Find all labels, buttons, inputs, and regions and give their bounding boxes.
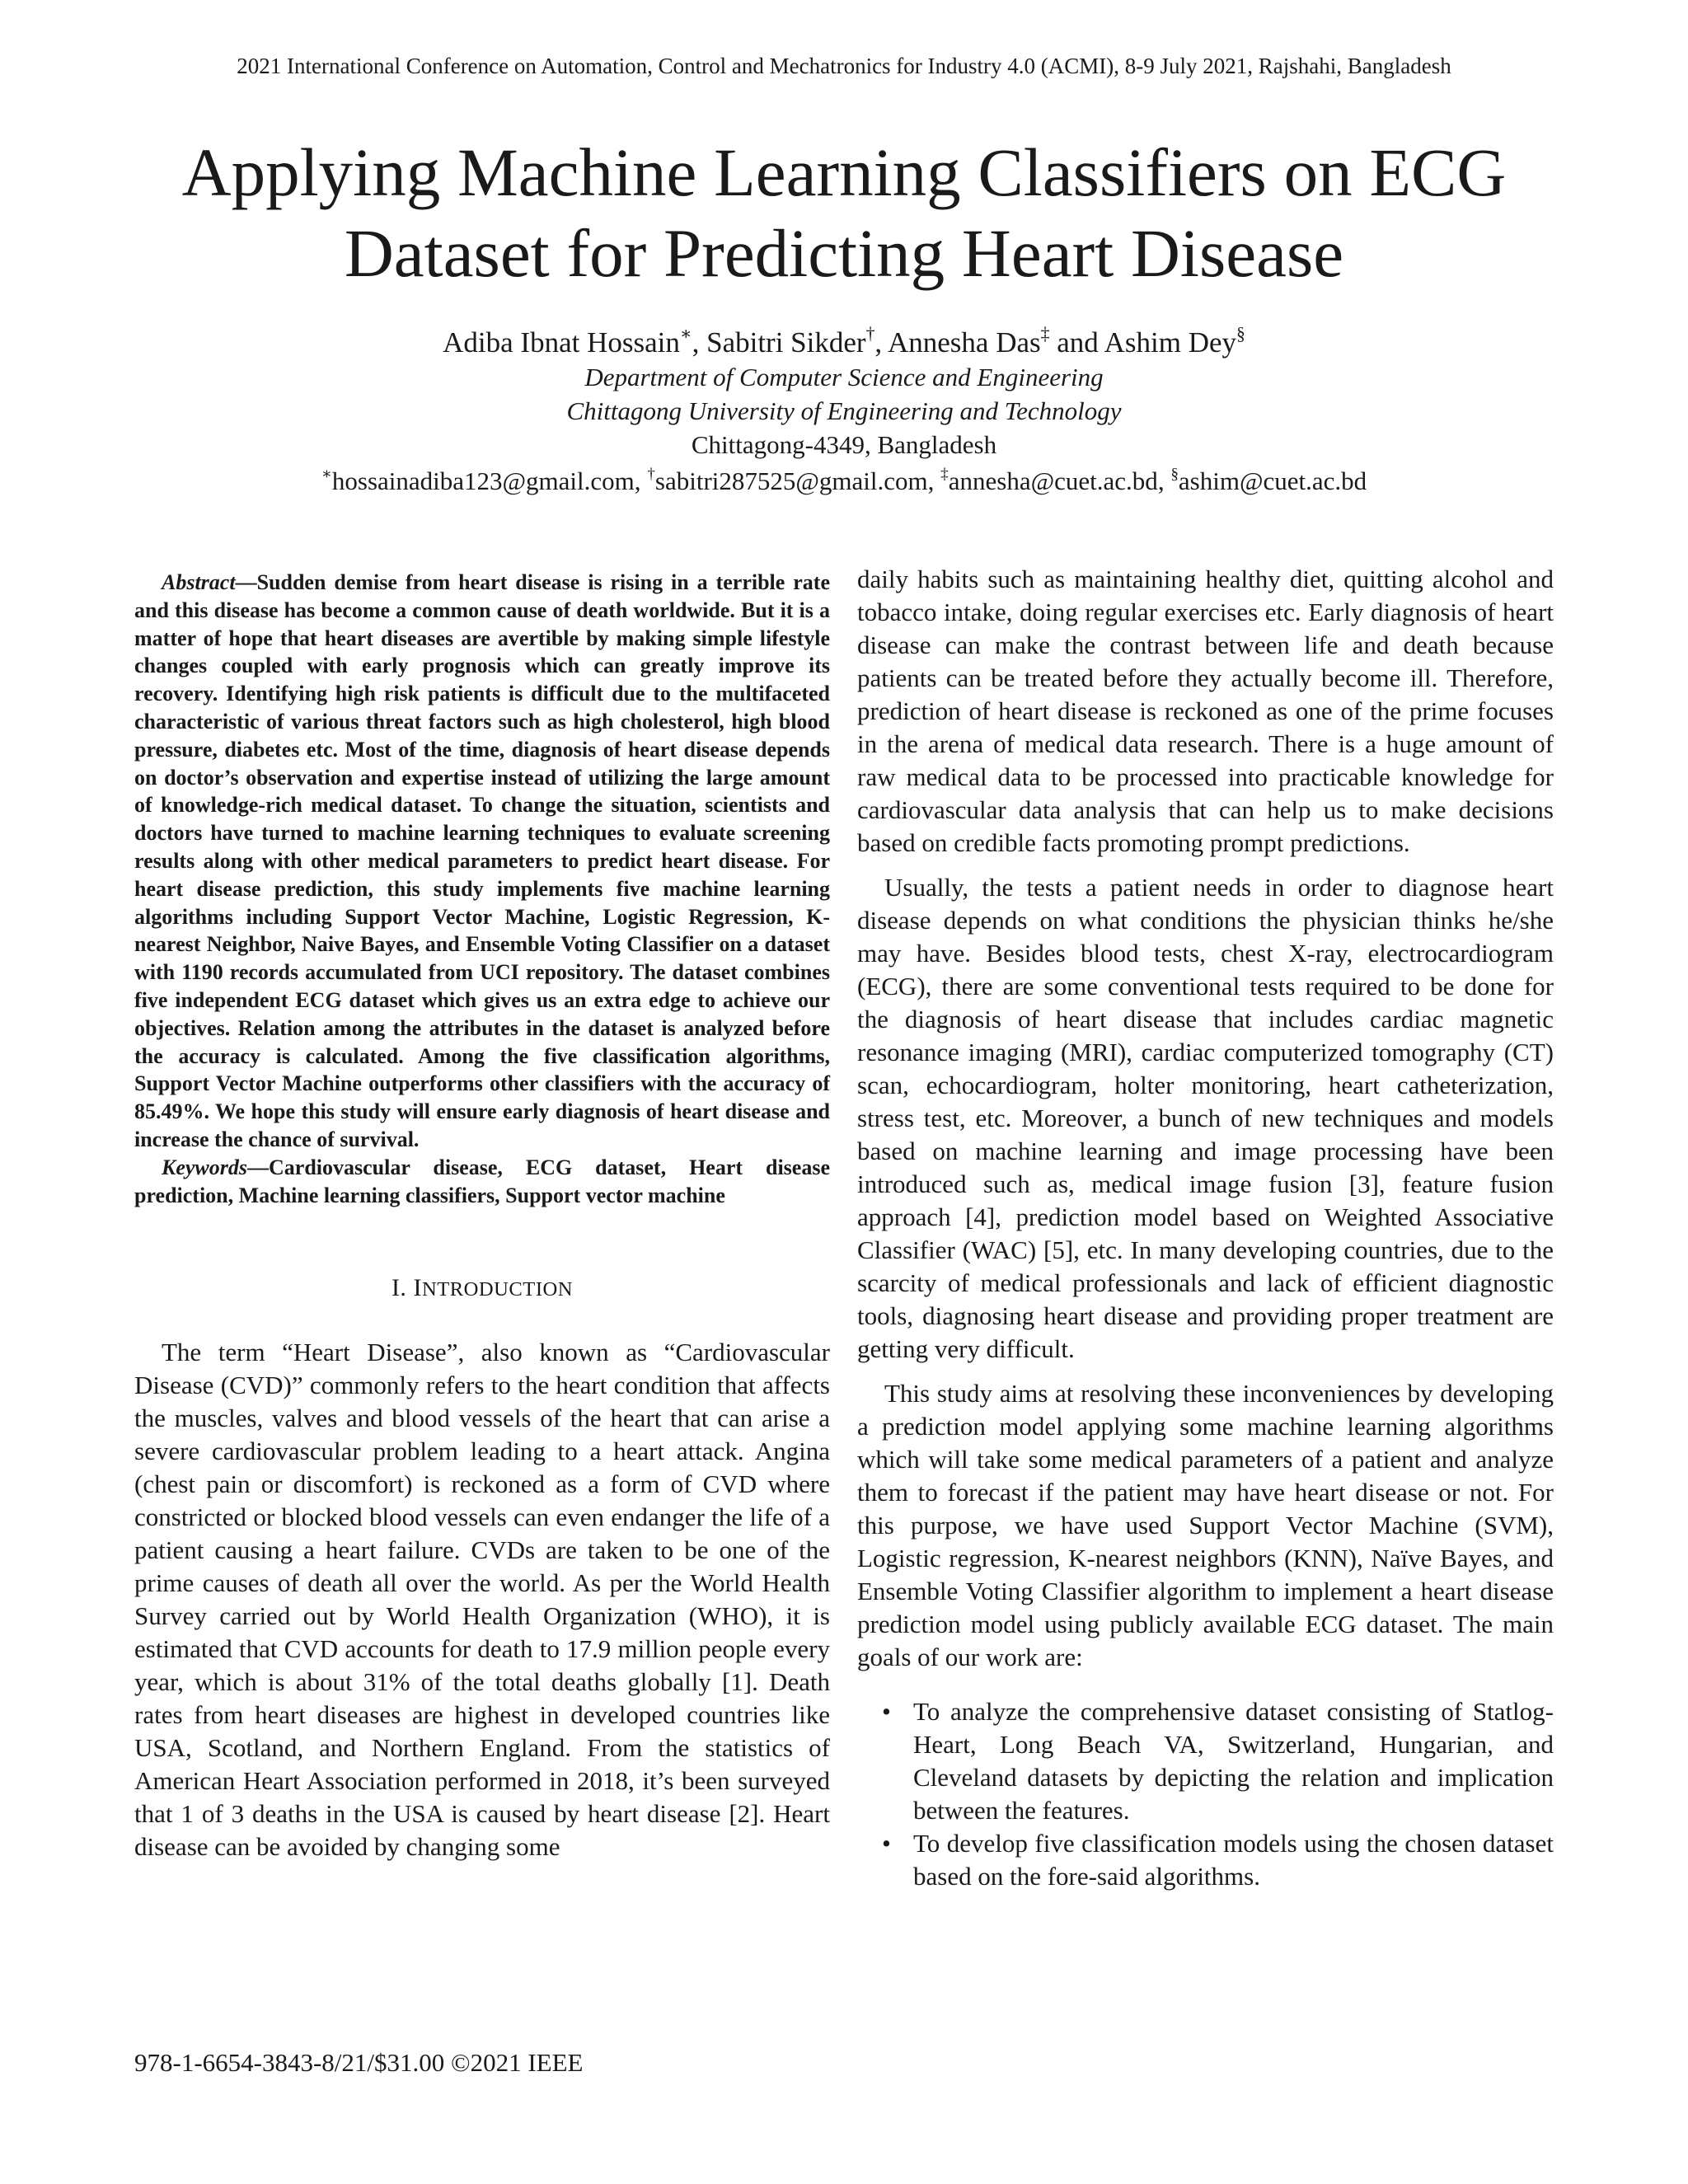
- author-block: [0, 326, 1688, 498]
- keywords-label: Keywords: [162, 1155, 247, 1179]
- author-separator: ,: [692, 326, 707, 359]
- goals-list: [857, 1695, 1554, 1893]
- conference-header: 2021 International Conference on Automation, Control and Mechatronics for Industry 4.0 (ACMI), 8-9 July 2021, Rajshahi, Bangladesh: [237, 54, 1451, 78]
- footer-isbn: 978-1-6654-3843-8/21/$31.00 ©2021 IEEE: [134, 2048, 584, 2077]
- author-mark: †: [865, 324, 875, 344]
- author-name: Ashim Dey: [1104, 326, 1237, 359]
- email-address: hossainadiba123@gmail.com: [331, 466, 635, 495]
- bullet-icon: •: [882, 1697, 891, 1726]
- author-separator: and: [1049, 326, 1104, 359]
- city: Chittagong-4349, Bangladesh: [691, 430, 997, 459]
- department: Department of Computer Science and Engineering: [584, 363, 1104, 391]
- author-mark: ‡: [1040, 324, 1050, 344]
- email-separator: ,: [634, 466, 648, 495]
- author-name: Sabitri Sikder: [706, 326, 866, 359]
- author-list: [0, 326, 1688, 360]
- section-numeral: I.: [391, 1274, 407, 1302]
- paper-title: Applying Machine Learning Classifiers on ECG Dataset for Predicting Heart Disease: [181, 134, 1507, 291]
- abstract-dash: —: [235, 570, 257, 594]
- email-address: annesha@cuet.ac.bd: [948, 466, 1158, 495]
- author-name: Annesha Das: [888, 326, 1041, 359]
- email-address: sabitri287525@gmail.com: [654, 466, 928, 495]
- email-mark: ∗: [321, 465, 332, 483]
- author-separator: ,: [874, 326, 888, 359]
- email-address: ashim@cuet.ac.bd: [1178, 466, 1367, 495]
- abstract-label: Abstract: [162, 570, 236, 594]
- abstract-text: Sudden demise from heart disease is rising in a terrible rate and this disease has become a common cause of death worldwide. But it is a matter of hope that heart diseases are avertible by making simple lifestyle changes coupled with early prognosis which can greatly improve its recovery. Identifying high risk patients is difficult due to the multifaceted characteristic of various threat factors such as high cholesterol, high blood pressure, diabetes etc. Most of the time, diagnosis of heart disease depends on doctor’s observation and expertise instead of utilizing the large amount of knowledge-rich medical dataset. To change the situation, scientists and doctors have turned to machine learning techniques to evaluate screening results along with other medical parameters to predict heart disease. For heart disease prediction, this study implements five machine learning algorithms including Support Vector Machine, Logistic Regression, K-nearest Neighbor, Naive Bayes, and Ensemble Voting Classifier on a dataset with 1190 records accumulated from UCI repository. The dataset combines five independent ECG dataset which gives us an extra edge to achieve our objectives. Relation among the attributes in the dataset is analyzed before the accuracy is calculated. Among the five classification algorithms, Support Vector Machine outperforms other classifiers with the accuracy of 85.49%. We hope this study will ensure early diagnosis of heart disease and increase the chance of survival.: [134, 570, 830, 1151]
- intro-paragraph-3: This study aims at resolving these inconveniences by developing a prediction model applying some machine learning algorithms which will take some medical parameters of a patient and analyze them to forecast if the patient may have heart disease or not. For this purpose, we have used Support Vector Machine (SVM), Logistic regression, K-nearest neighbors (KNN), Naïve Bayes, and Ensemble Voting Classifier algorithm to implement a heart disease prediction model using publicly available ECG dataset. The main goals of our work are:: [857, 1379, 1554, 1671]
- author-name: Adiba Ibnat Hossain: [443, 326, 680, 359]
- abstract: [134, 569, 830, 1154]
- email-list: [0, 464, 1688, 498]
- email-mark: §: [1170, 465, 1179, 483]
- author-mark: §: [1236, 324, 1245, 344]
- university: Chittagong University of Engineering and Technology: [566, 396, 1122, 425]
- section-initial: I: [413, 1274, 422, 1302]
- section-rest: NTRODUCTION: [421, 1278, 574, 1301]
- list-item: [857, 1695, 1554, 1827]
- goal-text: To develop five classification models using the chosen dataset based on the fore-said algorithms.: [913, 1829, 1554, 1891]
- right-column: [857, 563, 1554, 1893]
- email-mark: †: [647, 465, 655, 483]
- email-separator: ,: [927, 466, 941, 495]
- intro-paragraph-1: The term “Heart Disease”, also known as “Cardiovascular Disease (CVD)” commonly refers to the heart condition that affects the muscles, valves and blood vessels of the heart that can arise a severe cardiovascular problem leading to a heart attack. Angina (chest pain or discomfort) is reckoned as a form of CVD where constricted or blocked blood vessels can even endanger the life of a patient causing a heart failure. CVDs are taken to be one of the prime causes of death all over the world. As per the World Health Survey carried out by World Health Organization (WHO), it is estimated that CVD accounts for death to 17.9 million people every year, which is about 31% of the total deaths globally [1]. Death rates from heart diseases are highest in developed countries like USA, Scotland, and Northern England. From the statistics of American Heart Association performed in 2018, it’s been surveyed that 1 of 3 deaths in the USA is caused by heart disease [2]. Heart disease can be avoided by changing some: [134, 1338, 830, 1862]
- bullet-icon: •: [882, 1829, 891, 1858]
- keywords-dash: —: [247, 1155, 269, 1179]
- keywords-text: Cardiovascular disease, ECG dataset, Heart disease prediction, Machine learning classifiers, Support vector machine: [134, 1155, 830, 1207]
- list-item: [857, 1827, 1554, 1893]
- email-mark: ‡: [940, 465, 949, 483]
- intro-paragraph-2: Usually, the tests a patient needs in order to diagnose heart disease depends on what conditions the physician thinks he/she may have. Besides blood tests, chest X-ray, electrocardiogram (ECG), there are some conventional tests required to be done for the diagnosis of heart disease that includes cardiac magnetic resonance imaging (MRI), cardiac computerized tomography (CT) scan, echocardiogram, holter monitoring, heart catheterization, stress test, etc. Moreover, a bunch of new techniques and models based on machine learning and image processing have been introduced such as, medical image fusion [3], feature fusion approach [4], prediction model based on Weighted Associative Classifier (WAC) [5], etc. In many developing countries, due to the scarcity of medical professionals and lack of efficient diagnostic tools, diagnosing heart disease and providing proper treatment are getting very difficult.: [857, 873, 1554, 1363]
- goal-text: To analyze the comprehensive dataset consisting of Statlog-Heart, Long Beach VA, Switzerland, Hungarian, and Cleveland datasets by depicting the relation and implication between the features.: [913, 1697, 1554, 1825]
- left-column: [134, 569, 830, 1863]
- keywords: [134, 1154, 830, 1210]
- author-mark: ∗: [679, 324, 692, 344]
- section-heading-introduction: [134, 1273, 830, 1305]
- email-separator: ,: [1157, 466, 1171, 495]
- intro-paragraph-1-continued: daily habits such as maintaining healthy diet, quitting alcohol and tobacco intake, doing regular exercises etc. Early diagnosis of heart disease can make the contrast between life and death because patients can be treated before they actually become ill. Therefore, prediction of heart disease is reckoned as one of the prime focuses in the arena of medical data research. There is a huge amount of raw medical data to be processed into practicable knowledge for cardiovascular data analysis that can help us to make decisions based on credible facts promoting prompt predictions.: [857, 565, 1554, 857]
